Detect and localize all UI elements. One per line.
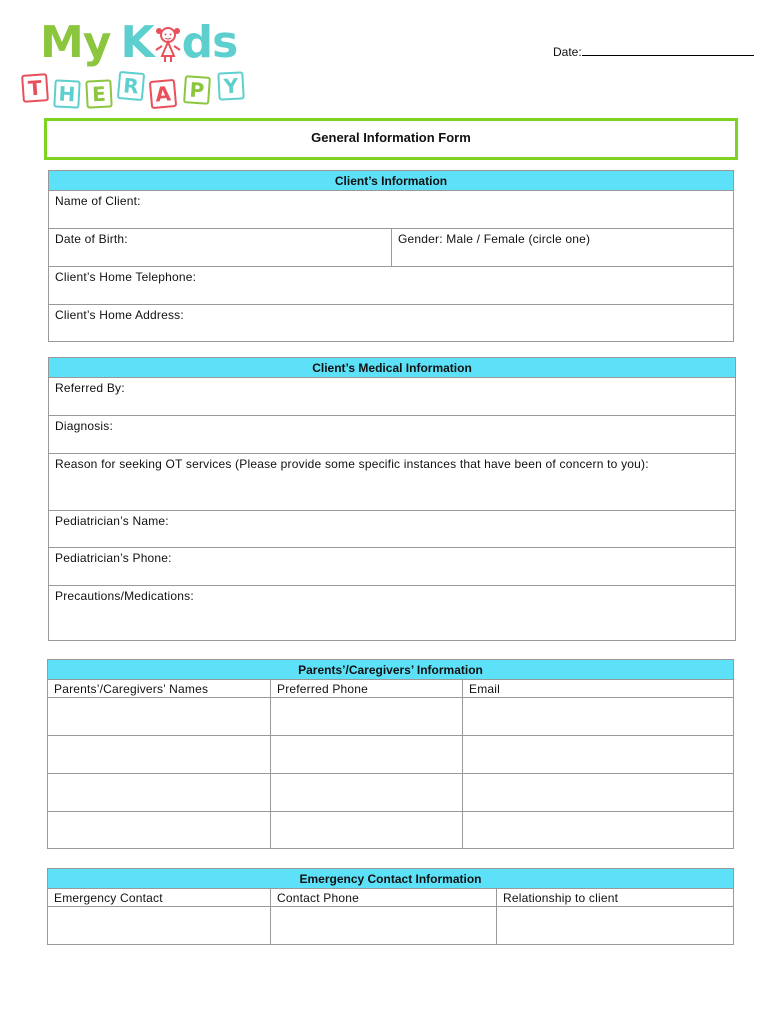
gender-label: Gender: Male / Female (circle one) — [398, 232, 591, 246]
logo-tile-y: Y — [217, 71, 244, 100]
dob-label: Date of Birth: — [55, 232, 128, 246]
caregivers-email-header: Email — [462, 680, 733, 697]
date-blank-line[interactable] — [582, 45, 754, 56]
client-name-row[interactable] — [49, 191, 733, 229]
reason-for-ot-label: Reason for seeking OT services (Please provide some specific instances that have been of concern to you): — [55, 457, 649, 471]
table-row — [48, 812, 733, 848]
date-field[interactable] — [553, 45, 754, 59]
table-row — [48, 907, 733, 944]
referred-by-row[interactable] — [49, 378, 735, 416]
precautions-label: Precautions/Medications: — [55, 589, 194, 603]
caregiver-phone-cell[interactable] — [270, 698, 462, 735]
caregiver-name-cell[interactable] — [48, 736, 270, 773]
logo-tile-p: P — [183, 75, 211, 105]
precautions-row[interactable] — [49, 586, 735, 640]
dob-field[interactable] — [49, 229, 391, 266]
caregiver-email-cell[interactable] — [462, 736, 733, 773]
logo-text-my: My — [40, 17, 111, 68]
girl-figure-icon — [153, 26, 183, 64]
home-telephone-row[interactable] — [49, 267, 733, 305]
caregivers-column-headers — [48, 680, 733, 698]
medical-information-heading: Client’s Medical Information — [49, 358, 735, 378]
pediatrician-name-row[interactable] — [49, 511, 735, 548]
emergency-contact-header: Emergency Contact — [54, 891, 163, 905]
pediatrician-phone-row[interactable] — [49, 548, 735, 586]
caregiver-phone-cell[interactable] — [270, 774, 462, 811]
emergency-column-headers — [48, 889, 733, 907]
logo-tile-h: H — [53, 79, 80, 108]
logo-letter-tiles — [22, 72, 254, 112]
client-information-heading: Client’s Information — [49, 171, 733, 191]
caregiver-email-cell[interactable] — [462, 774, 733, 811]
caregiver-name-cell[interactable] — [48, 698, 270, 735]
caregiver-email-cell[interactable] — [462, 698, 733, 735]
caregivers-names-header: Parents’/Caregivers’ Names — [54, 682, 209, 696]
caregivers-heading: Parents’/Caregivers’ Information — [48, 660, 733, 680]
diagnosis-row[interactable] — [49, 416, 735, 454]
emergency-contact-section — [47, 868, 734, 945]
my-kids-therapy-logo — [22, 16, 254, 114]
emergency-phone-cell[interactable] — [270, 907, 496, 944]
logo-tile-t: T — [21, 73, 49, 103]
client-name-label: Name of Client: — [55, 194, 141, 208]
emergency-contact-heading: Emergency Contact Information — [48, 869, 733, 889]
emergency-relationship-header: Relationship to client — [496, 889, 733, 906]
home-address-row[interactable] — [49, 305, 733, 341]
reason-for-ot-row[interactable] — [49, 454, 735, 511]
emergency-phone-header: Contact Phone — [270, 889, 496, 906]
form-title: General Information Form — [311, 130, 471, 145]
referred-by-label: Referred By: — [55, 381, 125, 395]
caregiver-phone-cell[interactable] — [270, 812, 462, 848]
client-information-section — [48, 170, 734, 342]
diagnosis-label: Diagnosis: — [55, 419, 114, 433]
caregiver-name-cell[interactable] — [48, 774, 270, 811]
pediatrician-phone-label: Pediatrician’s Phone: — [55, 551, 172, 565]
emergency-relationship-cell[interactable] — [496, 907, 733, 944]
caregivers-section — [47, 659, 734, 849]
caregiver-phone-cell[interactable] — [270, 736, 462, 773]
home-telephone-label: Client’s Home Telephone: — [55, 270, 197, 284]
logo-text-ds: ds — [181, 17, 238, 68]
logo-tile-r: R — [117, 71, 145, 101]
date-label: Date: — [553, 45, 582, 59]
caregivers-phone-header: Preferred Phone — [270, 680, 462, 697]
gender-field[interactable] — [391, 229, 733, 266]
medical-information-section — [48, 357, 736, 641]
caregiver-name-cell[interactable] — [48, 812, 270, 848]
logo-tile-a: A — [149, 79, 177, 109]
pediatrician-name-label: Pediatrician’s Name: — [55, 514, 169, 528]
logo-wordmark — [40, 16, 237, 70]
form-title-box — [44, 118, 738, 160]
table-row — [48, 774, 733, 812]
logo-text-k: K — [120, 17, 154, 68]
caregiver-email-cell[interactable] — [462, 812, 733, 848]
table-row — [48, 698, 733, 736]
emergency-contact-cell[interactable] — [48, 907, 270, 944]
dob-gender-row — [49, 229, 733, 267]
logo-tile-e: E — [85, 79, 112, 108]
table-row — [48, 736, 733, 774]
home-address-label: Client’s Home Address: — [55, 308, 184, 322]
